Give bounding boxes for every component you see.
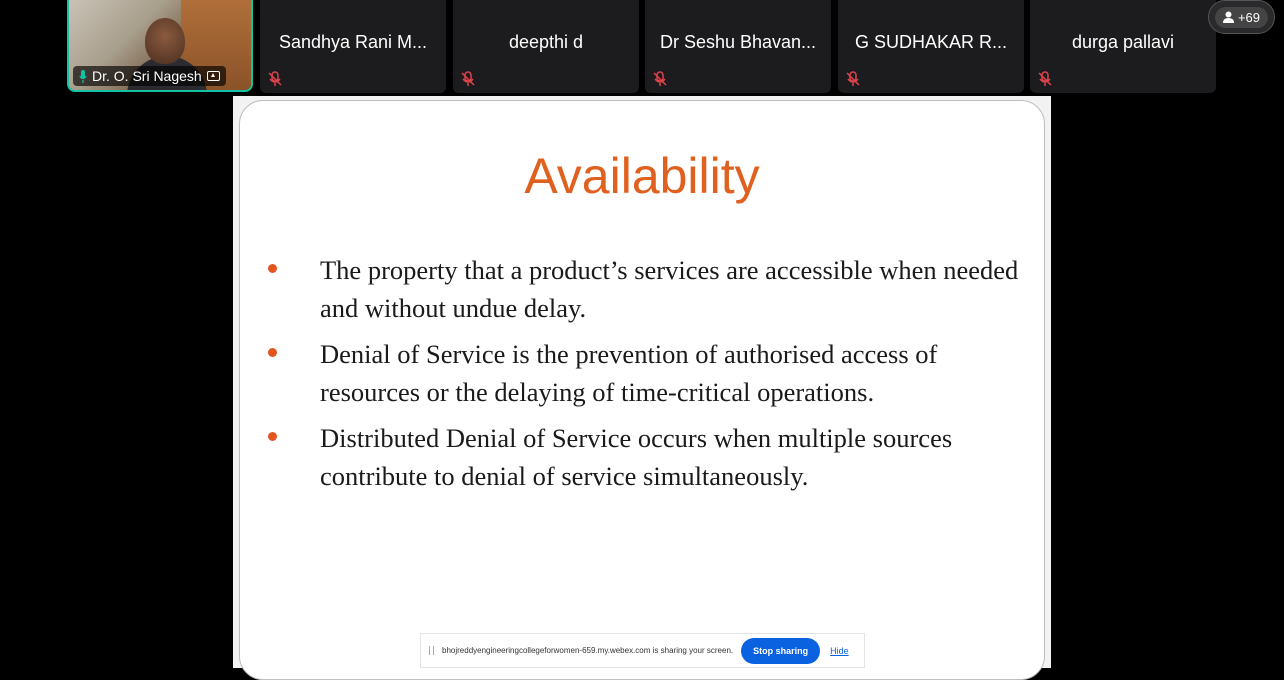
people-icon: [1223, 11, 1234, 23]
bullet-item: [268, 419, 1028, 495]
participant-tile[interactable]: [260, 0, 446, 93]
active-speaker-tile[interactable]: [67, 0, 253, 92]
muted-microphone-icon: [461, 71, 475, 87]
bullet-icon: [268, 348, 277, 357]
slide: [239, 100, 1045, 680]
bullet-item: [268, 335, 1028, 411]
bullet-item: [268, 251, 1028, 327]
more-participants-button[interactable]: [1208, 0, 1275, 34]
participant-tile[interactable]: [1030, 0, 1216, 93]
slide-bullets: [268, 251, 1028, 503]
video-person-head: [145, 18, 185, 64]
stop-sharing-button[interactable]: Stop sharing: [741, 638, 820, 664]
bullet-icon: [268, 432, 277, 441]
hide-link[interactable]: Hide: [830, 645, 849, 656]
grip-icon[interactable]: [429, 646, 434, 655]
participant-name: Dr Seshu Bhavan...: [659, 32, 817, 52]
screen-share-bar[interactable]: [420, 633, 865, 668]
bullet-text: Denial of Service is the prevention of authorised access of resources or the delaying of time-critical operations.: [320, 339, 938, 407]
participant-name: Sandhya Rani M...: [278, 32, 428, 52]
slide-title: Availability: [524, 148, 760, 204]
share-message: bhojreddyengineeringcollegeforwomen-659.my.webex.com is sharing your screen.: [442, 646, 734, 655]
muted-microphone-icon: [653, 71, 667, 87]
bullet-text: Distributed Denial of Service occurs when multiple sources contribute to denial of service simultaneously.: [320, 423, 953, 491]
share-screen-icon: [207, 71, 220, 81]
microphone-icon: [79, 70, 87, 83]
participant-name: deepthi d: [508, 32, 584, 52]
muted-microphone-icon: [846, 71, 860, 87]
muted-microphone-icon: [268, 71, 282, 87]
active-speaker-label: [73, 66, 226, 86]
more-participants-count: +69: [1237, 9, 1261, 25]
active-speaker-name: Dr. O. Sri Nagesh: [92, 68, 202, 84]
participant-name: G SUDHAKAR R...: [854, 32, 1008, 52]
participant-tile[interactable]: [838, 0, 1024, 93]
shared-screen: [233, 96, 1051, 668]
participant-tile[interactable]: [453, 0, 639, 93]
more-participants-pill: [1215, 7, 1268, 28]
bullet-icon: [268, 264, 277, 273]
participant-tile[interactable]: [645, 0, 831, 93]
participant-name: durga pallavi: [1071, 32, 1175, 52]
bullet-text: The property that a product’s services are accessible when needed and without undue delay.: [320, 255, 1019, 323]
muted-microphone-icon: [1038, 71, 1052, 87]
